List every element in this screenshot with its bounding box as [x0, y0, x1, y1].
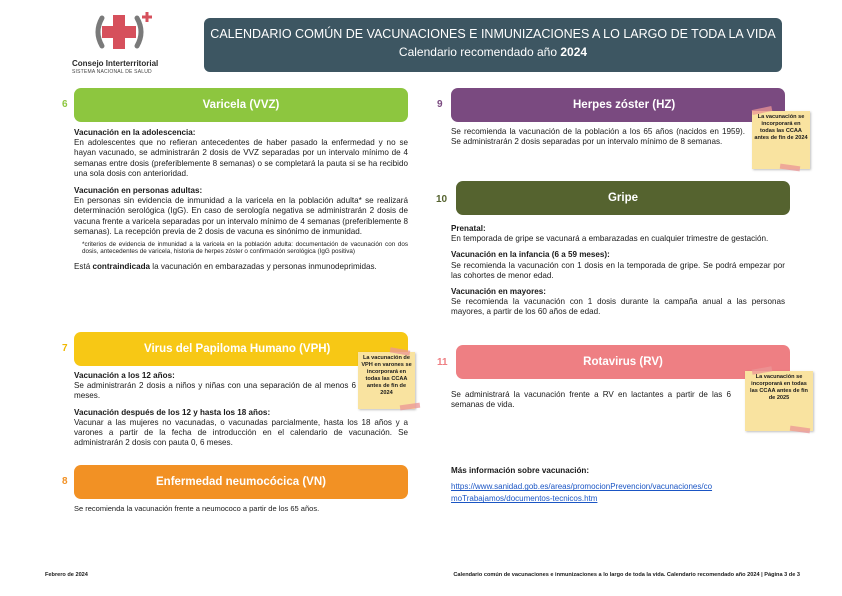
section-number-gripe: 10	[436, 194, 448, 205]
varicela-text-1: En adolescentes que no refieran antecedentes de haber pasado la enfermedad y no se hayan vacunado, se administrarán 2 dosis de VVZ separadas por un intervalo mínimo de 4 semanas entre dosis (preferiblemente 8 semanas) o se completará la pauta si se ha recibido una sola dosis con anterioridad.	[74, 138, 408, 178]
varicela-text-3: Está contraindicada la vacunación en embarazadas y personas inmunodeprimidas.	[74, 262, 377, 272]
subtitle-year: 2024	[560, 45, 588, 59]
section-title-rotavirus: Rotavirus (RV)	[583, 356, 663, 368]
varicela-footnote: *criterios de evidencia de inmunidad a la varicela en la población adulta: documentación de vacunación con dos dosis, antecedentes de varicela, historia de herpes zóster o confirmación serológica (IgG positiva)	[82, 241, 408, 256]
section-header-rotavirus	[456, 345, 790, 379]
footer-date: Febrero de 2024	[45, 572, 88, 578]
more-info-link-line1[interactable]: https://www.sanidad.gob.es/areas/promocionPrevencion/vacunaciones/co	[451, 482, 713, 492]
page-title: CALENDARIO COMÚN DE VACUNACIONES E INMUNIZACIONES A LO LARGO DE TODA LA VIDA	[210, 27, 776, 41]
section-number-herpes: 9	[437, 99, 443, 110]
more-info-link[interactable]	[451, 481, 785, 505]
varicela-heading-1: Vacunación en la adolescencia	[74, 128, 193, 137]
section-header-varicela	[74, 88, 408, 122]
herpes-text: Se recomienda la vacunación de la población a los 65 años (nacidos en 1959). Se administrarán 2 dosis separadas por un intervalo mínimo de 8 semanas.	[451, 127, 745, 147]
page-subtitle	[204, 45, 782, 59]
more-info-label: Más información sobre vacunación:	[451, 466, 590, 475]
rotavirus-sticky-note	[745, 371, 813, 431]
more-info-link-line2[interactable]: moTrabajamos/documentos-tecnicos.htm	[451, 494, 598, 504]
more-info	[451, 466, 785, 505]
varicela-heading-2: Vacunación en personas adultas	[74, 186, 200, 196]
section-title-herpes: Herpes zóster (HZ)	[573, 99, 676, 111]
herpes-sticky-note	[752, 111, 810, 169]
gripe-text-3: Se recomienda la vacunación con 1 dosis durante la campaña anual a las personas mayores, a partir de los 60 años de edad.	[451, 297, 785, 317]
section-number-vph: 7	[62, 343, 68, 354]
section-number-rotavirus: 11	[437, 357, 448, 368]
vph-body: Vacunación a los 12 años: Se administrarán 2 dosis a niños y niñas con una separación de al menos 6 meses. Vacunación después de los 12 y hasta los 18 años: Vacunar a las mujeres no vacunadas, o vacunadas parcialmente, hasta los 18 años y a varones a partir de la fecha de introducción en el calendario de vacunación. Se administrarán 2 dosis con pauta 0, 6 meses.	[74, 371, 408, 448]
section-title-varicela: Varicela (VVZ)	[202, 99, 280, 111]
varicela-text-2: En personas sin evidencia de inmunidad a la varicela en la población adulta* se realizará determinación serológica (IgG). En caso de serología negativa se administrarán 2 dosis de vacuna frente a varicela separadas por un intervalo mínimo de 4 semanas (preferiblemente 8 semanas). La recepción previa de 2 dosis de vacuna es sinónimo de inmunidad.	[74, 196, 408, 236]
page-header	[204, 18, 782, 72]
neumo-text: Se recomienda la vacunación frente a neumococo a partir de los 65 años.	[74, 504, 320, 513]
footer-page-info: Calendario común de vacunaciones e inmunizaciones a lo largo de toda la vida. Calendario recomendado año 2024 | Página 3 de 3	[453, 572, 800, 578]
vph-heading-2: Vacunación después de los 12 y hasta los 18 años	[74, 407, 268, 417]
section-header-herpes	[451, 88, 785, 122]
logo-subtitle: SISTEMA NACIONAL DE SALUD	[72, 69, 152, 75]
vph-text-1: Se administrarán 2 dosis a niños y niñas con una separación de al menos 6 meses.	[74, 381, 356, 401]
gripe-text-2: Se recomienda la vacunación con 1 dosis en la temporada de gripe. Se podrá empezar por las cohortes de menor edad.	[451, 260, 785, 280]
logo-org-name: Consejo Interterritorial	[72, 59, 159, 68]
section-title-vph: Virus del Papiloma Humano (VPH)	[144, 343, 331, 355]
rotavirus-text: Se administrará la vacunación frente a RV en lactantes a partir de las 6 semanas de vida.	[451, 390, 731, 410]
gripe-heading-1: Prenatal	[451, 224, 483, 233]
logo-cross-icon	[90, 8, 160, 56]
gripe-text-1: En temporada de gripe se vacunará a embarazadas en cualquier trimestre de gestación.	[451, 234, 769, 244]
gripe-body: Prenatal: En temporada de gripe se vacunará a embarazadas en cualquier trimestre de gestación. Vacunación en la infancia (6 a 59 meses): Se recomienda la vacunación con 1 dosis en la temporada de gripe. Se podrá empezar por las cohortes de menor edad. Vacunación en mayores: Se recomienda la vacunación con 1 dosis durante la campaña anual a las personas mayores, a partir de los 60 años de edad.	[451, 224, 785, 317]
section-title-gripe: Gripe	[607, 192, 639, 204]
section-header-gripe	[456, 181, 790, 215]
section-number-neumo: 8	[62, 476, 68, 487]
section-header-neumo	[74, 465, 408, 499]
gripe-heading-2: Vacunación en la infancia (6 a 59 meses)	[451, 250, 608, 260]
section-number-varicela: 6	[62, 99, 68, 110]
vph-heading-1: Vacunación a los 12 años	[74, 371, 173, 380]
gripe-heading-3: Vacunación en mayores	[451, 287, 544, 297]
rotavirus-note-text: La vacunación se incorporará en todas las CCAA antes de fin de 2025	[750, 374, 808, 401]
varicela-body: Vacunación en la adolescencia: En adolescentes que no refieran antecedentes de haber pasado la enfermedad y no se hayan vacunado, se administrarán 2 dosis de VVZ separadas por un intervalo mínimo de 4 semanas entre dosis (preferiblemente 8 semanas) o se completará la pauta si se ha recibido una sola dosis con anterioridad. Vacunación en personas adultas: En personas sin evidencia de inmunidad a la varicela en la población adulta* se realizará determinación serológica (IgG). En caso de serología negativa se administrarán 2 dosis de vacuna frente a varicela separadas por un intervalo mínimo de 4 semanas (preferiblemente 8 semanas). La recepción previa de 2 dosis de vacuna es sinónimo de inmunidad. *criterios de evidencia de inmunidad a la varicela en la población adulta: documentación de vacunación con dos dosis, antecedentes de varicela, historia de herpes zóster o confirmación serológica (IgG positiva) Está contraindicada la vacunación en embarazadas y personas inmunodeprimidas.	[74, 128, 408, 272]
section-title-neumo: Enfermedad neumocócica (VN)	[156, 476, 326, 488]
subtitle-prefix: Calendario recomendado año	[398, 45, 561, 59]
logo	[72, 8, 192, 78]
vph-text-2: Vacunar a las mujeres no vacunadas, o vacunadas parcialmente, hasta los 18 años y a varones a partir de la fecha de introducción en el calendario de vacunación. Se administrarán 2 dosis con pauta 0, 6 meses.	[74, 417, 408, 448]
herpes-note-text: La vacunación se incorporará en todas las CCAA antes de fin de 2024	[754, 114, 808, 141]
vph-note-text: La vacunación de VPH en varones se incorporará en todas las CCAA antes de fin de 2024	[361, 355, 412, 396]
